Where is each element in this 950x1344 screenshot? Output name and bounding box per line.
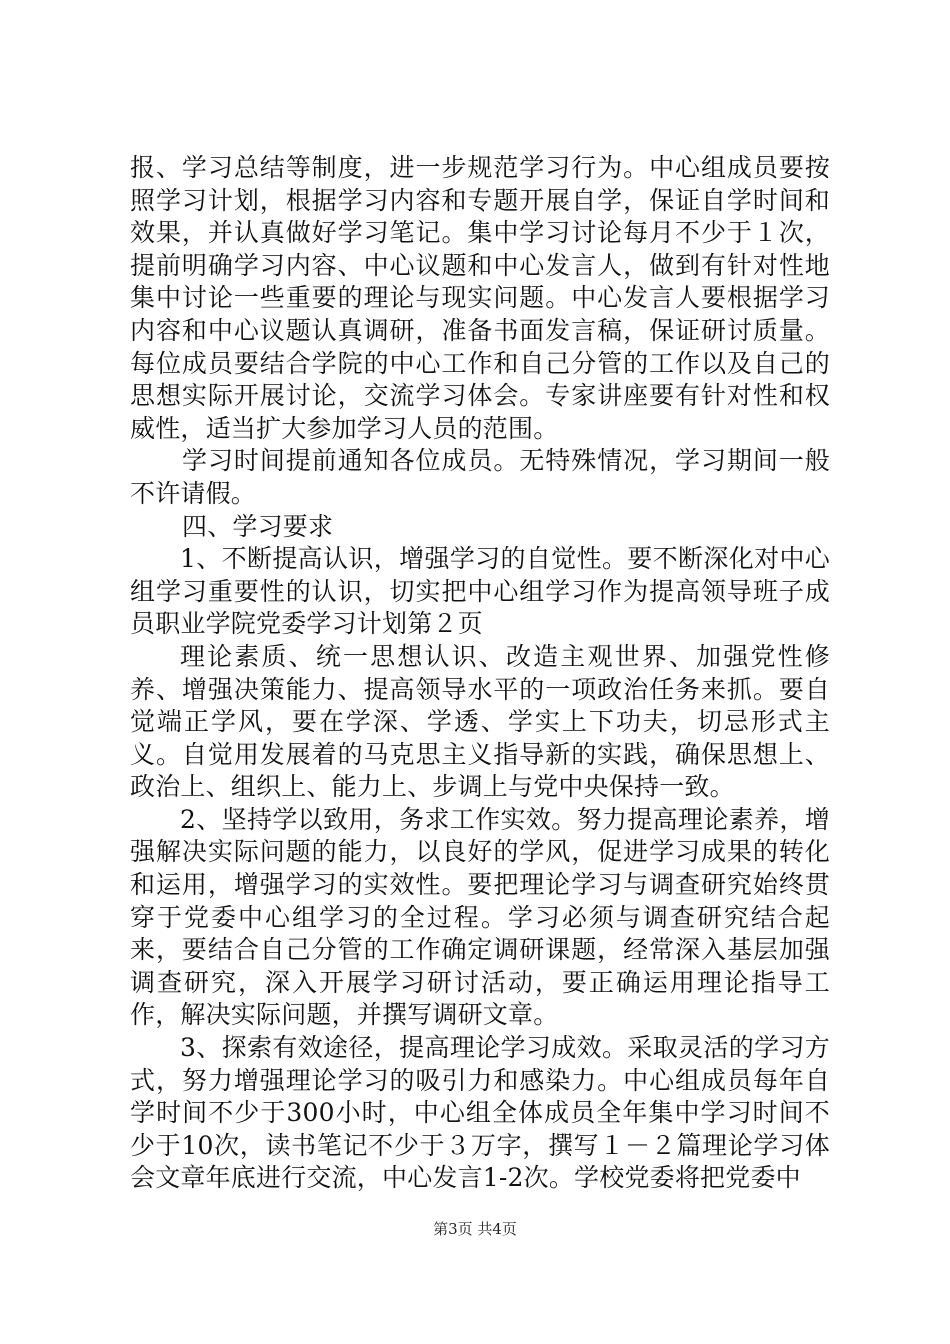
paragraph-requirement-3: 3、探索有效途径，提高理论学习成效。采取灵活的学习方式，努力增强理论学习的吸引力和感染力。中心组成员每年自学时间不少于300小时，中心组全体成员全年集中学习时间不少于10次，读书笔记不少于３万字，撰写１－２篇理论学习体会文章年底进行交流，中心发言1-2次。学校党委将把党委中: [130, 1033, 830, 1193]
section-heading-study-requirements: 四、学习要求: [182, 511, 334, 541]
paragraph-requirement-2: 2、坚持学以致用，务求工作实效。努力提高理论素养，增强解决实际问题的能力，以良好的学风，促进学习成果的转化和运用，增强学习的实效性。要把理论学习与调查研究始终贯穿于党委中心组学习的全过程。学习必须与调查研究结合起来，要结合自己分管的工作确定调研课题，经常深入基层加强调查研究，深入开展学习研讨活动，要正确运用理论指导工作，解决实际问题，并撰写调研文章。: [130, 804, 830, 1030]
paragraph-leave-notice: 学习时间提前通知各位成员。无特殊情况，学习期间一般不许请假。: [130, 446, 830, 508]
paragraph-study-rules: 报、学习总结等制度，进一步规范学习行为。中心组成员要按照学习计划，根据学习内容和专题开展自学，保证自学时间和效果，并认真做好学习笔记。集中学习讨论每月不少于１次，提前明确学习内容、中心议题和中心发言人，做到有针对性地集中讨论一些重要的理论与现实问题。中心发言人要根据学习内容和中心议题认真调研，准备书面发言稿，保证研讨质量。每位成员要结合学院的中心工作和自己分管的工作以及自己的思想实际开展讨论，交流学习体会。专家讲座要有针对性和权威性，适当扩大参加学习人员的范围。: [130, 153, 830, 443]
paragraph-requirement-1-continued: 理论素质、统一思想认识、改造主观世界、加强党性修养、增强决策能力、提高领导水平的一项政治任务来抓。要自觉端正学风，要在学深、学透、学实上下功夫，切忌形式主义。自觉用发展着的马克思主义指导新的实践，确保思想上、政治上、组织上、能力上、步调上与党中央保持一致。: [130, 641, 830, 802]
page-number-footer: 第3页 共4页: [433, 1220, 517, 1238]
document-body: [130, 152, 830, 1195]
paragraph-requirement-1: 1、不断提高认识，增强学习的自觉性。要不断深化对中心组学习重要性的认识，切实把中心组学习作为提高领导班子成员职业学院党委学习计划第２页: [130, 544, 830, 639]
